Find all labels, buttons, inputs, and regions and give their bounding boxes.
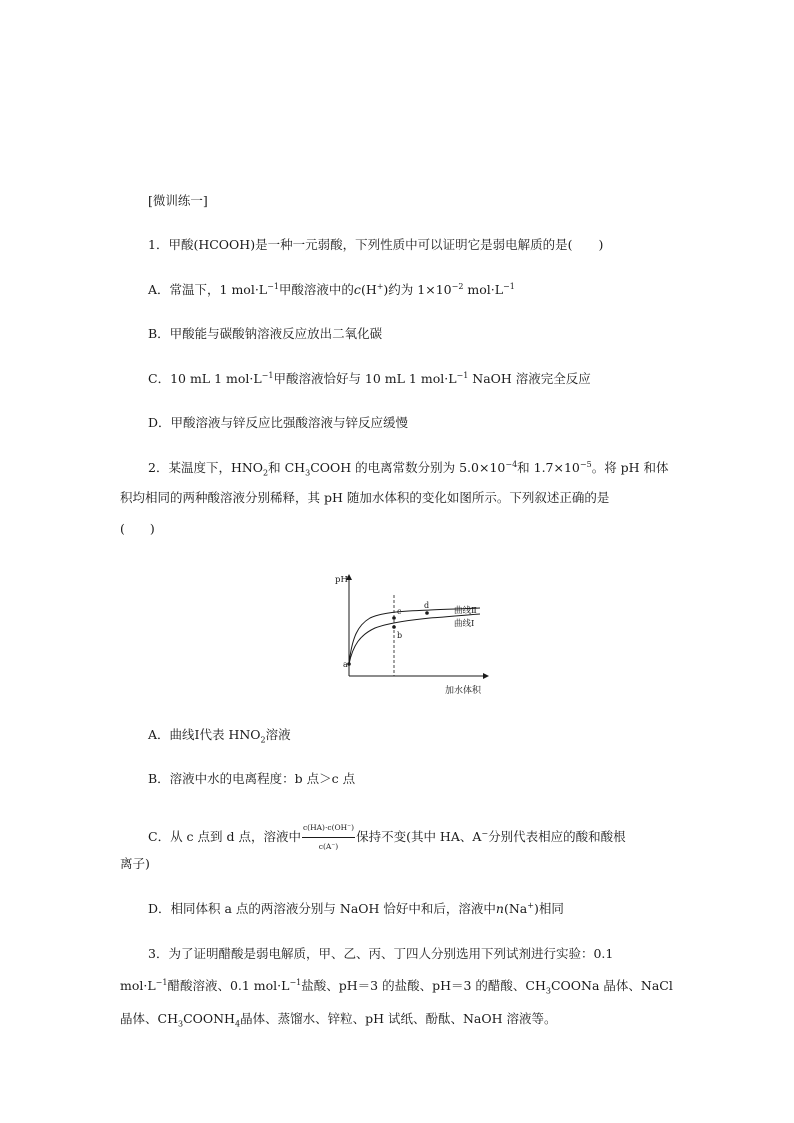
q1-option-c: C．10 mL 1 $mol\cdot L^{-1}$甲酸溶液恰好与 10 mL 1 $mol\cdot L^{-1}$ NaOH 溶液完全反应	[148, 370, 591, 386]
point-d	[425, 611, 429, 615]
q3-stem-line1: 3．为了证明醋酸是弱电解质，甲、乙、丙、丁四人分别选用下列试剂进行实验：0.1	[148, 946, 614, 961]
q3-stem-line3: 晶体、$CH_3COONH_4$晶体、蒸馏水、锌粒、pH 试纸、酚酞、NaOH 溶液等。	[120, 1011, 557, 1029]
y-axis-label: pH	[335, 575, 348, 585]
label-a: a	[343, 660, 348, 669]
q2-stem-line2: 积均相同的两种酸溶液分别稀释，其 pH 随加水体积的变化如图所示。下列叙述正确的是	[120, 490, 610, 505]
q2-option-d: D．相同体积 a 点的两溶液分别与 NaOH 恰好中和后，溶液中n(Na+)相同	[148, 900, 564, 916]
q2-option-c: C．从 c 点到 d 点，溶液中 $\frac{c(HA)\cdot c(OH^-)}{c(A^-)}$ 保持不变(其中 HA、A−分别代表相应的酸和酸根	[148, 820, 626, 855]
x-axis-label: 加水体积	[445, 686, 482, 696]
label-b: b	[397, 631, 403, 640]
q3-stem-line2: $mol\cdot L^{-1}$醋酸溶液、0.1 $mol\cdot L^{-1}$盐酸、pH＝3 的盐酸、pH＝3 的醋酸、$CH_3COONa$ 晶体、NaCl	[120, 977, 673, 996]
curve-ii	[349, 608, 480, 664]
ratio-fraction: $\frac{c(HA)\cdot c(OH^-)}{c(A^-)}$	[302, 820, 355, 855]
q1-option-b: B．甲酸能与碳酸钠溶液反应放出二氧化碳	[148, 326, 383, 341]
q1-option-d: D．甲酸溶液与锌反应比强酸溶液与锌反应缓慢	[148, 415, 409, 430]
label-c: c	[397, 607, 402, 616]
point-c	[392, 616, 396, 620]
point-b	[392, 625, 396, 629]
ph-dilution-figure	[330, 565, 500, 700]
q2-option-c-line2: 离子)	[120, 856, 150, 871]
section-header: [微训练一]	[148, 193, 208, 208]
q2-option-b: B．溶液中水的电离程度：b 点＞c 点	[148, 771, 356, 786]
q1-stem: 1．甲酸(HCOOH)是一种一元弱酸，下列性质中可以证明它是弱电解质的是( )	[148, 237, 604, 252]
q2-stem-line3: ( )	[120, 521, 155, 536]
legend-curve-i: 曲线Ⅰ	[454, 619, 475, 629]
legend-curve-ii: 曲线Ⅱ	[454, 606, 477, 616]
label-d: d	[424, 601, 430, 610]
q2-option-a: A．曲线Ⅰ代表 $HNO_2$溶液	[148, 727, 291, 745]
q1-option-a: A．常温下，1 $mol\cdot L^{-1}$甲酸溶液中的c(H+)约为 $1\times 10^{-2}$ $mol\cdot L^{-1}$	[148, 281, 515, 297]
q2-stem-line1: 2．某温度下，$HNO_2$和 $CH_3COOH$ 的电离常数分别为 $5.0\times 10^{-4}$和 $1.7\times 10^{-5}$。将 pH 和体	[148, 459, 669, 478]
